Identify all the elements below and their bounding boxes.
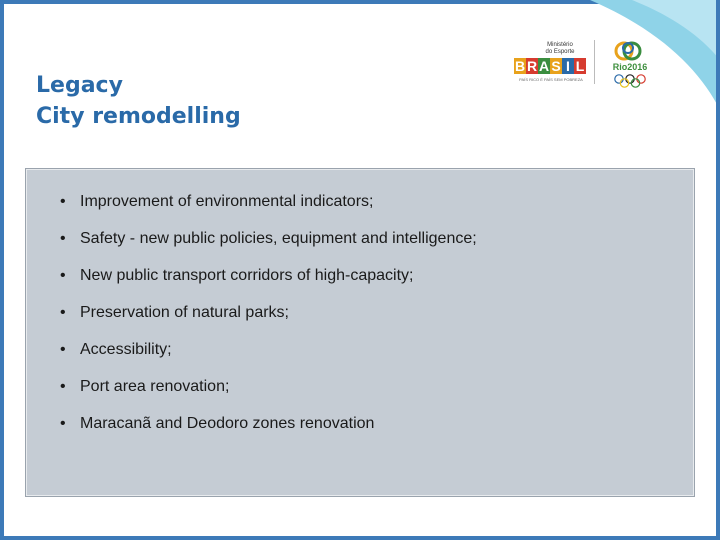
bullet-marker: • (60, 304, 66, 321)
ministry-line-2: do Esporte (545, 49, 575, 55)
bullet-text: New public transport corridors of high-capacity; (80, 267, 414, 284)
bullet-text: Safety - new public policies, equipment and intelligence; (80, 230, 477, 247)
bullet-text: Port area renovation; (80, 378, 230, 395)
bullet-text: Improvement of environmental indicators; (80, 193, 374, 210)
brasil-letter: R (526, 58, 538, 74)
brasil-wordmark (514, 58, 590, 76)
bullet-item (60, 377, 477, 414)
content-box (25, 168, 695, 497)
logo-divider (594, 40, 595, 84)
bullet-text: Preservation of natural parks; (80, 304, 289, 321)
brasil-letter: I (562, 58, 574, 74)
brasil-ministry-logo (510, 38, 588, 88)
brasil-letter: B (514, 58, 526, 74)
brasil-slogan: PAÍS RICO É PAÍS SEM POBREZA (519, 77, 583, 82)
left-border (0, 0, 4, 540)
bullet-marker: • (60, 378, 66, 395)
bullet-marker: • (60, 415, 66, 432)
bullet-item (60, 414, 477, 451)
bullet-text: Maracanã and Deodoro zones renovation (80, 415, 375, 432)
title-line-2: City remodelling (36, 104, 241, 129)
bullet-item (60, 192, 477, 229)
olympic-rings-icon (604, 74, 656, 88)
bullet-marker: • (60, 193, 66, 210)
ministry-line-1: Ministério (547, 42, 573, 48)
rio2016-wordmark: Rio2016 (612, 62, 648, 72)
bullet-item (60, 229, 477, 266)
rio2016-logo (604, 38, 656, 88)
brasil-letter: L (575, 58, 585, 74)
brasil-letter: A (538, 58, 550, 74)
slide-title (36, 70, 241, 132)
bullet-item (60, 266, 477, 303)
bullet-item (60, 303, 477, 340)
right-border (716, 0, 720, 540)
bullet-item (60, 340, 477, 377)
title-line-1: Legacy (36, 73, 123, 98)
bullet-marker: • (60, 267, 66, 284)
sponsor-logos (510, 38, 660, 88)
bullet-list (60, 192, 477, 451)
ministry-name (532, 42, 588, 56)
bullet-marker: • (60, 230, 66, 247)
bullet-text: Accessibility; (80, 341, 172, 358)
bottom-border (0, 536, 720, 540)
brasil-letter: S (551, 58, 561, 74)
bullet-marker: • (60, 341, 66, 358)
rio2016-emblem-icon (604, 40, 656, 62)
